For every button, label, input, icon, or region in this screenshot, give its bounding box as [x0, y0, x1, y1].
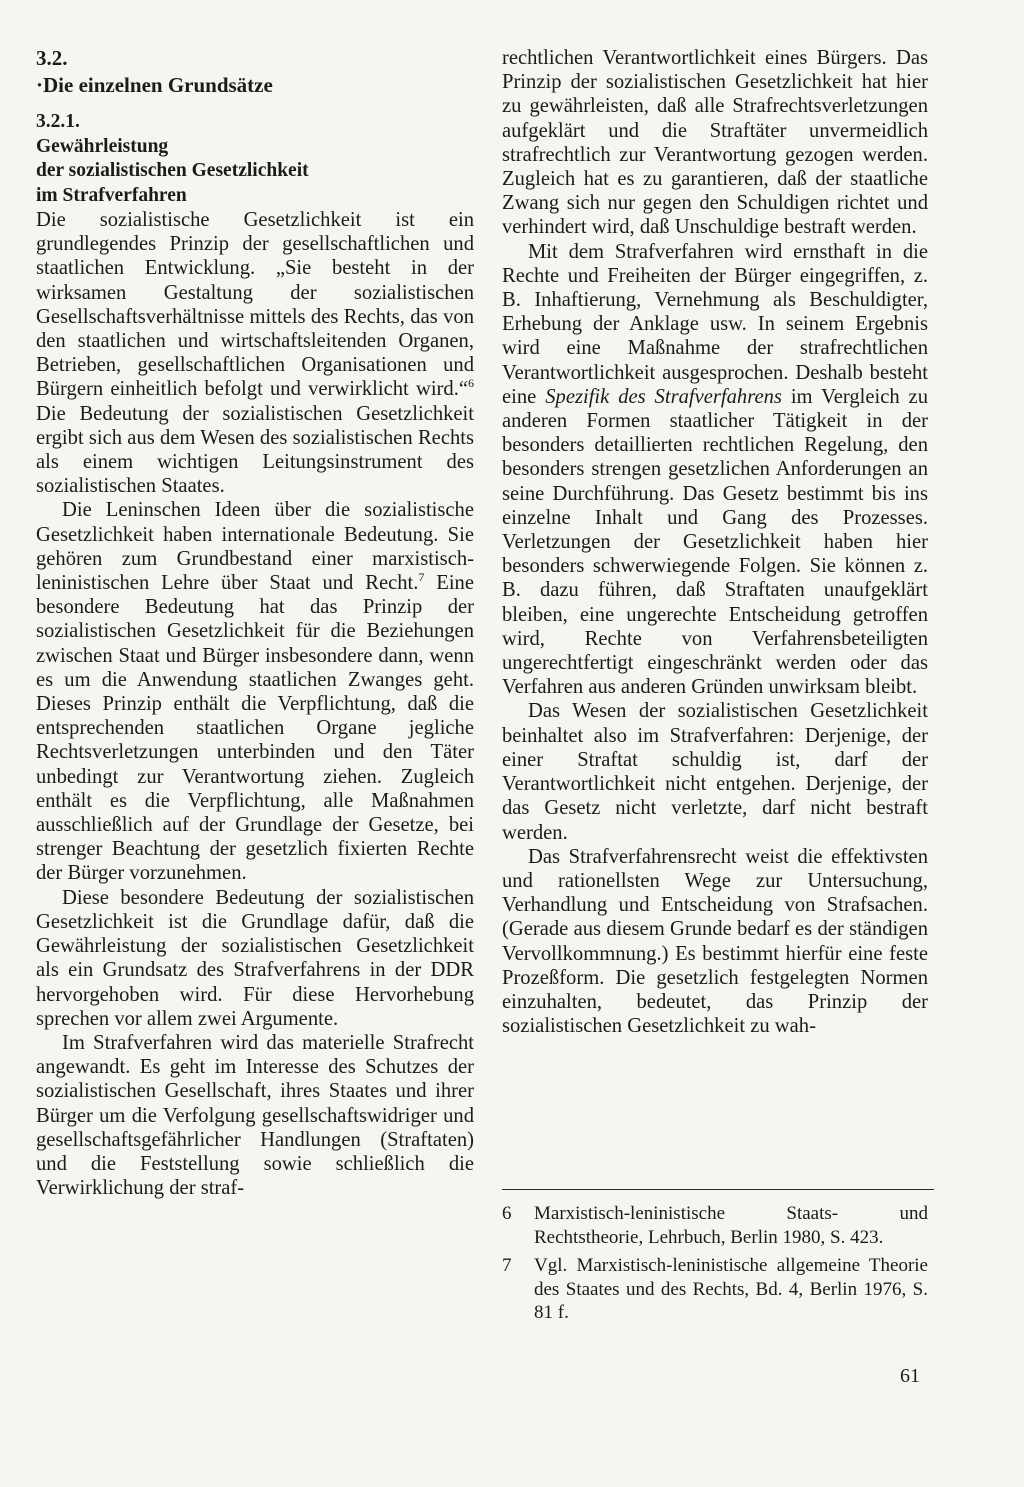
- subsection-title-line: Gewährleistung: [36, 135, 169, 157]
- right-column: [502, 0, 928, 1038]
- footnote: [502, 1202, 928, 1249]
- footnote-text: Marxistisch-leninistische Staats- und Rechtstheorie, Lehrbuch, Berlin 1980, S. 423.: [534, 1203, 928, 1248]
- subsection-title-line: der sozialistischen Gesetzlichkeit: [36, 160, 309, 181]
- subsection-title-line: im Strafverfahren: [36, 184, 187, 206]
- footnote-divider: [502, 1189, 934, 1190]
- body-paragraph: Die Leninschen Ideen über die sozialistische Gesetzlichkeit haben internationale Bedeutung. Sie gehören zum Grundbestand einer marxistisch-leninistischen Lehre über Staat und Recht.$^7$ Eine besondere Bedeutung hat das Prinzip der sozialistischen Gesetzlichkeit für die Beziehungen zwischen Staat und Bürger insbesondere dann, wenn es um die Anwendung staatlichen Zwanges geht. Dieses Prinzip enthält die Verpflichtung, daß die entsprechenden staatlichen Organe jegliche Rechtsverletzungen unterbinden und den Täter unbedingt zur Verantwortung ziehen. Zugleich enthält es die Verpflichtung, alle Maßnahmen ausschließlich auf der Grundlage der Gesetze, bei strenger Beachtung der gesetzlich fixierten Rechte der Bürger vorzunehmen.: [36, 499, 474, 885]
- body-paragraph: Das Strafverfahrensrecht weist die effektivsten und rationellsten Wege zur Untersuchung, Verhandlung und Entscheidung von Strafsachen. (Gerade aus diesem Grunde bedarf es der ständigen Vervollkommnung.) Es bestimmt hierfür eine feste Prozeßform. Die gesetzlich festgelegten Normen einzuhalten, bedeutet, das Prinzip der sozialistischen Gesetzlichkeit zu wah-: [502, 845, 928, 1038]
- footnote-number: 6: [502, 1203, 512, 1224]
- footnotes: [502, 1202, 928, 1330]
- body-paragraph: Das Wesen der sozialistischen Gesetzlichkeit beinhaltet also im Strafverfahren: Derjenige, der einer Straftat schuldig ist, darf der Verantwortlichkeit nicht entgehen. Derjenige, der das Gesetz nicht verletzte, darf nicht bestraft werden.: [502, 700, 928, 844]
- emphasis-text: Spezifik des Strafverfahrens: [545, 385, 782, 408]
- footnote: [502, 1254, 928, 1325]
- footnote-ref[interactable]: 7: [418, 570, 425, 585]
- footnote-ref[interactable]: 6: [468, 376, 474, 391]
- body-paragraph: Mit dem Strafverfahren wird ernsthaft in die Rechte und Freiheiten der Bürger eingegriffen, z. B. Inhaftierung, Vernehmung als Beschuldigter, Erhebung der Anklage usw. In seinem Ergebnis wird eine Maßnahme der strafrechtlichen Verantwortlichkeit ausgesprochen. Deshalb besteht eine Spezifik des Strafverfahrens im Vergleich zu anderen Formen staatlicher Tätigkeit in der besonders detaillierten rechtlichen Regelung, den besonders strengen gesetzlichen Anforderungen an seine Durchführung. Das Gesetz bestimmt bis ins einzelne Inhalt und Gang des Prozesses. Verletzungen der Gesetzlichkeit haben hier besonders schwerwiegende Folgen. Sie können z. B. dazu führen, daß Straftaten unaufgeklärt bleiben, eine ungerechte Entscheidung getroffen wird, Rechte von Verfahrensbeteiligten ungerechtfertigt eingeschränkt werden oder das Verfahren aus anderen Gründen unwirksam bleibt.: [502, 240, 928, 699]
- subsection-heading: [36, 110, 474, 208]
- page-number: 61: [900, 1365, 920, 1387]
- left-column: [36, 0, 474, 1200]
- body-paragraph: rechtlichen Verantwortlichkeit eines Bürgers. Das Prinzip der sozialistischen Gesetzlichkeit hat hier zu gewährleisten, daß alle Strafrechtsverletzungen aufgeklärt und die Straftäter unvermeidlich strafrechtlich zur Verantwortung gezogen werden. Zugleich hat es zu garantieren, daß der staatliche Zwang sich nur gegen den Schuldigen richtet und verhindert wird, daß Unschuldige bestraft werden.: [502, 47, 928, 239]
- footnote-number: 7: [502, 1255, 512, 1276]
- section-heading: [36, 45, 474, 99]
- subsection-number: 3.2.1.: [36, 111, 80, 132]
- body-paragraph: Diese besondere Bedeutung der sozialistischen Gesetzlichkeit ist die Grundlage dafür, daß die Gewährleistung der sozialistischen Gesetzlichkeit als ein Grundsatz des Strafverfahrens in der DDR hervorgehoben wird. Für diese Hervorhebung sprechen vor allem zwei Argumente.: [36, 886, 474, 1030]
- footnote-text: Vgl. Marxistisch-leninistische allgemeine Theorie des Staates und des Rechts, Bd. 4, Berlin 1976, S. 81 f.: [534, 1255, 928, 1323]
- section-title: ·Die einzelnen Grundsätze: [36, 73, 273, 97]
- section-number: 3.2.: [36, 46, 68, 70]
- body-paragraph: Im Strafverfahren wird das materielle Strafrecht angewandt. Es geht im Interesse des Schutzes der sozialistischen Gesellschaft, ihres Staates und ihrer Bürger um die Verfolgung gesellschaftswidriger und gesellschaftsgefährlicher Handlungen (Straftaten) und die Feststellung sowie schließlich die Verwirklichung der straf-: [36, 1031, 474, 1200]
- body-paragraph: Die sozialistische Gesetzlichkeit ist ein grundlegendes Prinzip der gesellschaftlichen und staatlichen Entwicklung. „Sie besteht in der wirksamen Gestaltung der sozialistischen Gesellschaftsverhältnisse mittels des Rechts, das von den staatlichen und wirtschaftsleitenden Organen, Betrieben, gesellschaftlichen Organisationen und Bürgern einheitlich befolgt und verwirklicht wird.“$^6$ Die Bedeutung der sozialistischen Gesetzlichkeit ergibt sich aus dem Wesen des sozialistischen Rechts als einem wichtigen Leitungsinstrument des sozialistischen Staates.: [36, 209, 474, 498]
